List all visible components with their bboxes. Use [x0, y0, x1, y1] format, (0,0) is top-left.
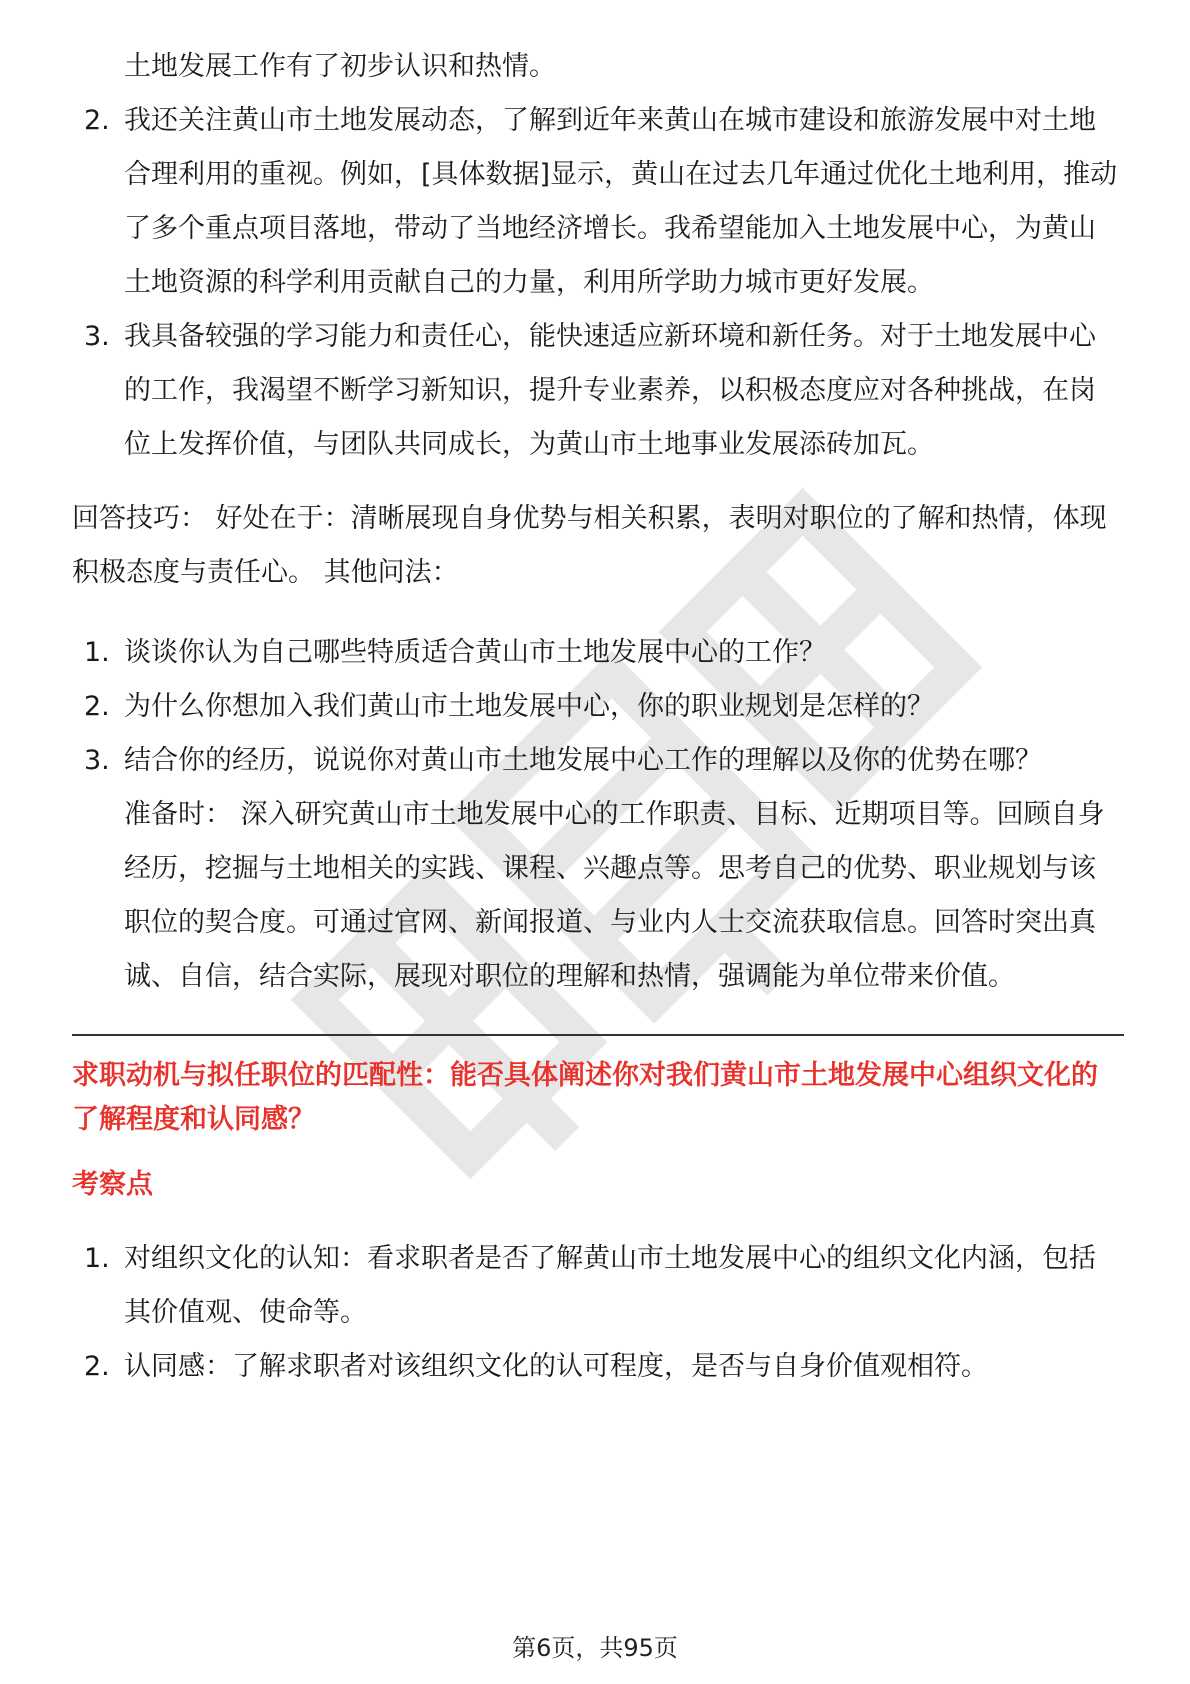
list-number: 3. — [84, 321, 110, 352]
list-number: 1. — [84, 1243, 110, 1274]
list-item-text: 为什么你想加入我们黄山市土地发展中心，你的职业规划是怎样的？ — [124, 691, 934, 722]
list-item — [72, 734, 1122, 788]
list-item — [72, 310, 1122, 472]
document-body — [72, 40, 1122, 1394]
section-label: 考察点 — [72, 1169, 153, 1200]
list-number: 2. — [84, 1351, 110, 1382]
list-item — [72, 94, 1122, 310]
list-item-text: 我还关注黄山市土地发展动态，了解到近年来黄山在城市建设和旅游发展中对土地合理利用的重视。例如，[具体数据]显示，黄山在过去几年通过优化土地利用，推动了多个重点项目落地，带动了当地经济增长。我希望能加入土地发展中心，为黄山土地资源的科学利用贡献自己的力量，利用所学助力城市更好发展。 — [124, 105, 1118, 298]
reasons-list — [72, 94, 1122, 472]
page-footer: 第6页，共95页 — [512, 1634, 678, 1662]
question-title: 求职动机与拟任职位的匹配性：能否具体阐述你对我们黄山市土地发展中心组织文化的了解程度和认同感？ — [72, 1060, 1098, 1135]
list-number: 2. — [84, 691, 110, 722]
assessment-points-list — [72, 1232, 1122, 1394]
preparation-advice: 准备时： 深入研究黄山市土地发展中心的工作职责、目标、近期项目等。回顾自身经历，挖掘与土地相关的实践、课程、兴趣点等。思考自己的优势、职业规划与该职位的契合度。可通过官网、新闻报道、与业内人士交流获取信息。回答时突出真诚、自信，结合实际，展现对职位的理解和热情，强调能为单位带来价值。 — [124, 799, 1105, 992]
list-item — [72, 680, 1122, 734]
list-item-text: 我具备较强的学习能力和责任心，能快速适应新环境和新任务。对于土地发展中心的工作，我渴望不断学习新知识，提升专业素养，以积极态度应对各种挑战，在岗位上发挥价值，与团队共同成长，为黄山市土地事业发展添砖加瓦。 — [124, 321, 1096, 460]
list-number: 3. — [84, 745, 110, 776]
list-item — [72, 626, 1122, 680]
list-item-text: 谈谈你认为自己哪些特质适合黄山市土地发展中心的工作？ — [124, 637, 826, 668]
list-item-text: 对组织文化的认知：看求职者是否了解黄山市土地发展中心的组织文化内涵，包括其价值观、使命等。 — [124, 1243, 1096, 1328]
list-number: 2. — [84, 105, 110, 136]
alternative-questions-list — [72, 626, 1122, 788]
list-item — [72, 1232, 1122, 1340]
answer-tips: 回答技巧： 好处在于：清晰展现自身优势与相关积累，表明对职位的了解和热情，体现积极态度与责任心。 其他问法： — [72, 503, 1107, 588]
continuation-text: 土地发展工作有了初步认识和热情。 — [124, 51, 556, 82]
list-item-text: 认同感：了解求职者对该组织文化的认可程度，是否与自身价值观相符。 — [124, 1351, 988, 1382]
section-divider — [72, 1034, 1124, 1036]
list-item — [72, 1340, 1122, 1394]
list-number: 1. — [84, 637, 110, 668]
list-item-text: 结合你的经历，说说你对黄山市土地发展中心工作的理解以及你的优势在哪？ — [124, 745, 1042, 776]
